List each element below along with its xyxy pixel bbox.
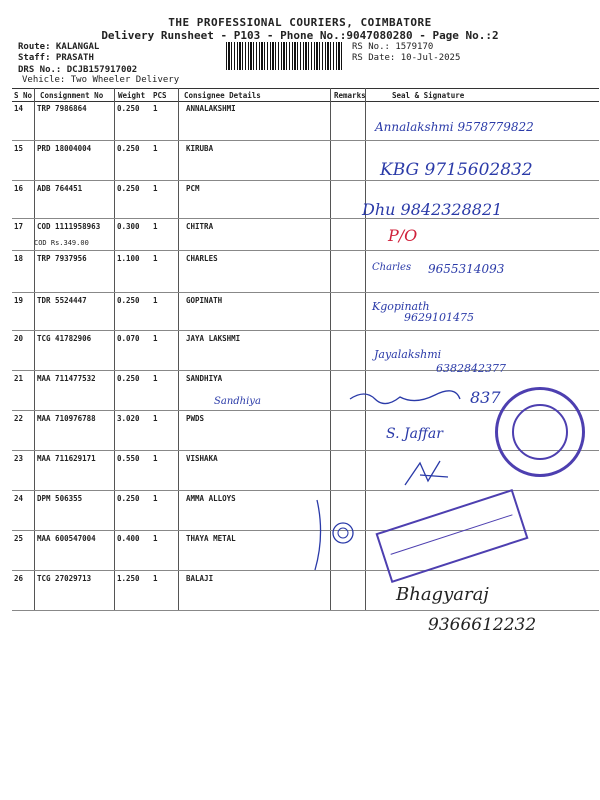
cell-consignment: MAA 711629171 [37,454,96,463]
cell-consignee: SANDHIYA [186,374,223,383]
cell-sno: 17 [14,222,24,231]
cell-consignee: CHARLES [186,254,218,263]
cell-pcs: 1 [153,574,158,583]
cell-consignee: THAYA METAL [186,534,236,543]
cell-weight: 0.400 [117,534,140,543]
cell-consignment: TRP 7937956 [37,254,87,263]
runsheet-subtitle: Delivery Runsheet - P103 - Phone No.:9047080280 - Page No.:2 [101,29,499,42]
handwritten-phone: 9366612232 [428,615,537,635]
cell-pcs: 1 [153,374,158,383]
cell-weight: 1.100 [117,254,140,263]
cell-pcs: 1 [153,144,158,153]
cell-sno: 19 [14,296,24,305]
cell-consignee: BALAJI [186,574,214,583]
col-seal: Seal & Signature [392,91,465,100]
table-row [12,330,599,371]
cell-pcs: 1 [153,534,158,543]
cell-consignee: AMMA ALLOYS [186,494,236,503]
cell-consignee: GOPINATH [186,296,223,305]
cell-sno: 23 [14,454,24,463]
cell-sno: 24 [14,494,24,503]
cell-weight: 0.300 [117,222,140,231]
handwritten-signature: Kgopinath [372,300,430,313]
signature-scribble [345,385,465,410]
cell-consignment: PRD 18004004 [37,144,92,153]
handwritten-phone: 6382842377 [436,362,506,375]
col-weight: Weight [118,91,146,100]
cod-amount: COD Rs.349.00 [34,239,89,247]
cell-pcs: 1 [153,222,158,231]
cell-pcs: 1 [153,254,158,263]
route-label: Route: KALANGAL [18,42,100,52]
cell-weight: 0.250 [117,144,140,153]
cell-sno: 25 [14,534,24,543]
round-company-stamp [495,387,585,477]
table-row [12,570,599,611]
cell-consignment: COD 1111958963 [37,222,101,231]
cell-weight: 0.250 [117,104,140,113]
handwritten-signature: Charles [372,262,412,273]
cell-consignment: MAA 600547004 [37,534,96,543]
cell-consignment: TCG 41782906 [37,334,92,343]
cell-consignment: MAA 711477532 [37,374,96,383]
cell-sno: 22 [14,414,24,423]
col-consignee: Consignee Details [184,91,261,100]
handwritten-signature: Bhagyaraj [396,584,489,605]
table-row [12,218,599,251]
cell-pcs: 1 [153,414,158,423]
company-title: THE PROFESSIONAL COURIERS, COIMBATORE [168,16,432,29]
cell-weight: 0.250 [117,494,140,503]
handwritten-signature: 837 [470,388,501,407]
col-pcs: PCS [153,91,167,100]
cell-sno: 20 [14,334,24,343]
cell-weight: 0.250 [117,184,140,193]
drs-label: DRS No.: DCJB157917002 [18,65,138,75]
staff-label: Staff: PRASATH [18,53,94,63]
cell-weight: 0.070 [117,334,140,343]
cell-consignee: PCM [186,184,200,193]
signature-scribble [400,455,460,495]
cell-sno: 16 [14,184,24,193]
handwritten-signature: S. Jaffar [386,426,443,442]
col-remarks: Remarks [334,91,366,100]
cell-pcs: 1 [153,184,158,193]
table-row [12,180,599,219]
cell-consignee: PWDS [186,414,205,423]
col-consignment: Consignment No [40,91,104,100]
cell-sno: 26 [14,574,24,583]
handwritten-signature: KBG 9715602832 [380,160,533,180]
cell-sno: 21 [14,374,24,383]
bracket-mark [305,495,360,575]
cell-pcs: 1 [153,454,158,463]
handwritten-phone: 9629101475 [404,311,474,324]
cell-sno: 18 [14,254,24,263]
cell-weight: 0.250 [117,296,140,305]
cell-consignee: ANNALAKSHMI [186,104,236,113]
cell-consignment: TCG 27029713 [37,574,92,583]
handwritten-signature: Sandhiya [214,396,261,407]
cell-sno: 14 [14,104,24,113]
cell-pcs: 1 [153,296,158,305]
cell-pcs: 1 [153,334,158,343]
rs-number: RS No.: 1579170 [352,42,434,52]
col-sno: S No [14,91,33,100]
handwritten-signature: Jayalakshmi [374,348,442,361]
cell-pcs: 1 [153,104,158,113]
cell-consignment: TDR 5524447 [37,296,87,305]
barcode [226,42,344,70]
cell-consignment: MAA 710976788 [37,414,96,423]
cell-consignment: DPM 506355 [37,494,83,503]
handwritten-remark: P/O [388,226,418,245]
handwritten-signature: Dhu 9842328821 [362,200,503,219]
cell-weight: 3.020 [117,414,140,423]
cell-consignment: ADB 764451 [37,184,83,193]
cell-consignee: CHITRA [186,222,214,231]
table-row [12,292,599,331]
cell-consignee: JAYA LAKSHMI [186,334,241,343]
handwritten-signature: Annalakshmi 9578779822 [375,120,534,134]
cell-consignment: TRP 7986864 [37,104,87,113]
cell-consignee: VISHAKA [186,454,218,463]
cell-weight: 0.550 [117,454,140,463]
cell-pcs: 1 [153,494,158,503]
cell-consignee: KIRUBA [186,144,214,153]
cell-sno: 15 [14,144,24,153]
table-row [12,250,599,293]
cell-weight: 1.250 [117,574,140,583]
rs-date: RS Date: 10-Jul-2025 [352,53,461,63]
vehicle-label: Vehicle: Two Wheeler Delivery [22,75,180,85]
handwritten-phone: 9655314093 [428,262,505,276]
cell-weight: 0.250 [117,374,140,383]
